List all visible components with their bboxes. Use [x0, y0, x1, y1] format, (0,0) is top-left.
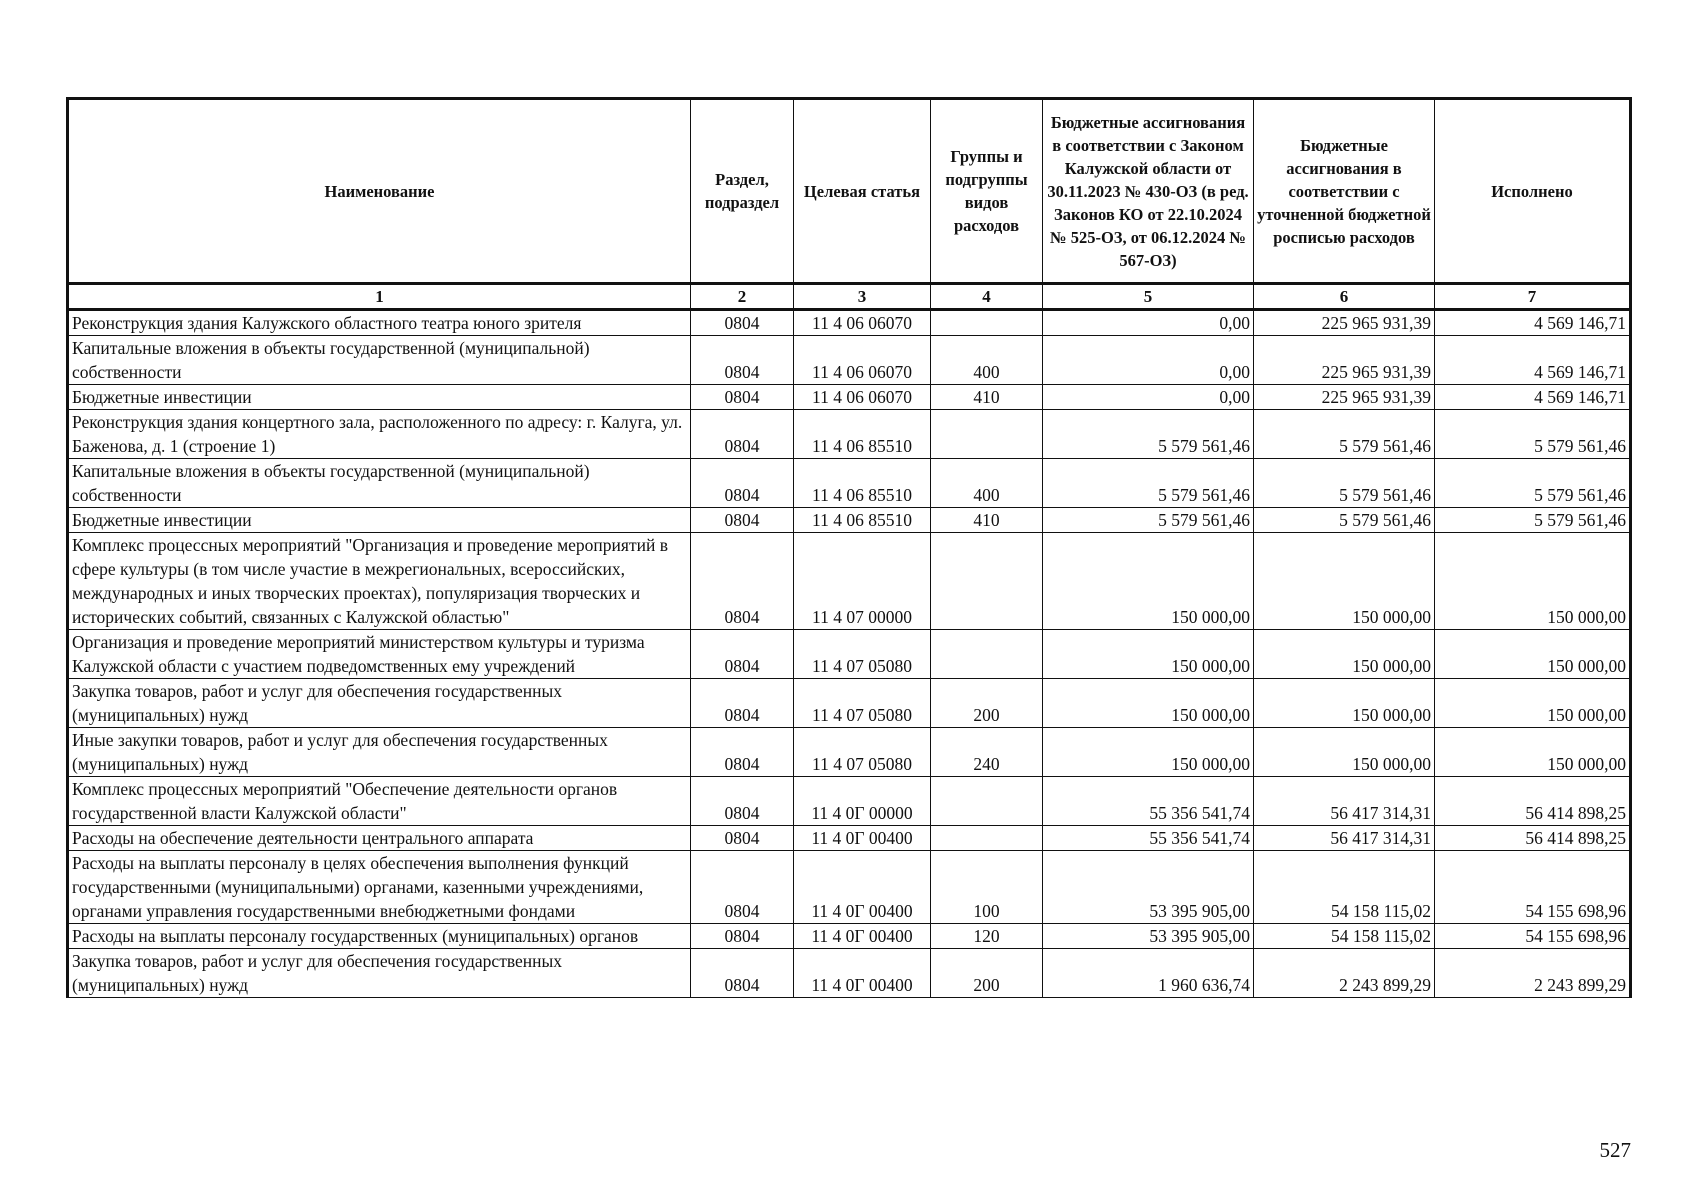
header-article: Целевая статья — [794, 99, 931, 284]
row-section: 0804 — [691, 533, 794, 630]
row-refined-allocation: 225 965 931,39 — [1254, 336, 1435, 385]
row-section: 0804 — [691, 851, 794, 924]
row-executed: 5 579 561,46 — [1435, 459, 1631, 508]
row-law-allocation: 5 579 561,46 — [1043, 410, 1254, 459]
row-name: Реконструкция здания концертного зала, расположенного по адресу: г. Калуга, ул. Баженова, д. 1 (строение 1) — [68, 410, 691, 459]
row-refined-allocation: 150 000,00 — [1254, 728, 1435, 777]
row-refined-allocation: 56 417 314,31 — [1254, 826, 1435, 851]
row-section: 0804 — [691, 336, 794, 385]
table-row — [68, 826, 1631, 851]
row-law-allocation: 5 579 561,46 — [1043, 508, 1254, 533]
row-section: 0804 — [691, 949, 794, 998]
row-law-allocation: 55 356 541,74 — [1043, 777, 1254, 826]
row-article: 11 4 06 85510 — [794, 508, 931, 533]
row-group: 410 — [931, 385, 1043, 410]
row-section: 0804 — [691, 508, 794, 533]
row-executed: 4 569 146,71 — [1435, 385, 1631, 410]
row-refined-allocation: 225 965 931,39 — [1254, 310, 1435, 336]
row-group: 400 — [931, 459, 1043, 508]
row-name: Капитальные вложения в объекты государственной (муниципальной) собственности — [68, 336, 691, 385]
header-name: Наименование — [68, 99, 691, 284]
row-name: Реконструкция здания Калужского областного театра юного зрителя — [68, 310, 691, 336]
row-group: 240 — [931, 728, 1043, 777]
row-name: Комплекс процессных мероприятий "Организация и проведение мероприятий в сфере культуры (в том числе участие в межрегиональных, всероссийских, международных и иных творческих проектах), популяризация творческих и исторических событий, связанных с Калужской областью" — [68, 533, 691, 630]
row-name: Расходы на выплаты персоналу государственных (муниципальных) органов — [68, 924, 691, 949]
table-row — [68, 508, 1631, 533]
row-name: Закупка товаров, работ и услуг для обеспечения государственных (муниципальных) нужд — [68, 949, 691, 998]
row-law-allocation: 53 395 905,00 — [1043, 851, 1254, 924]
column-number: 2 — [691, 284, 794, 310]
column-number: 5 — [1043, 284, 1254, 310]
row-refined-allocation: 2 243 899,29 — [1254, 949, 1435, 998]
row-section: 0804 — [691, 385, 794, 410]
column-number-row — [68, 284, 1631, 310]
budget-table — [66, 97, 1632, 998]
row-section: 0804 — [691, 826, 794, 851]
row-group — [931, 826, 1043, 851]
row-section: 0804 — [691, 777, 794, 826]
row-section: 0804 — [691, 630, 794, 679]
row-article: 11 4 0Г 00400 — [794, 826, 931, 851]
row-law-allocation: 1 960 636,74 — [1043, 949, 1254, 998]
row-executed: 54 155 698,96 — [1435, 924, 1631, 949]
row-group — [931, 310, 1043, 336]
row-article: 11 4 0Г 00400 — [794, 949, 931, 998]
row-section: 0804 — [691, 310, 794, 336]
row-article: 11 4 06 85510 — [794, 410, 931, 459]
header-executed: Исполнено — [1435, 99, 1631, 284]
row-refined-allocation: 54 158 115,02 — [1254, 924, 1435, 949]
row-executed: 150 000,00 — [1435, 728, 1631, 777]
row-group: 410 — [931, 508, 1043, 533]
row-refined-allocation: 150 000,00 — [1254, 630, 1435, 679]
table-row — [68, 924, 1631, 949]
table-row — [68, 310, 1631, 336]
table-row — [68, 336, 1631, 385]
row-group — [931, 533, 1043, 630]
table-row — [68, 679, 1631, 728]
table-row — [68, 459, 1631, 508]
row-group: 120 — [931, 924, 1043, 949]
table-row — [68, 728, 1631, 777]
row-section: 0804 — [691, 410, 794, 459]
table-row — [68, 385, 1631, 410]
table-row — [68, 777, 1631, 826]
row-law-allocation: 150 000,00 — [1043, 728, 1254, 777]
row-name: Бюджетные инвестиции — [68, 385, 691, 410]
table-row — [68, 630, 1631, 679]
row-law-allocation: 55 356 541,74 — [1043, 826, 1254, 851]
row-refined-allocation: 5 579 561,46 — [1254, 459, 1435, 508]
row-group — [931, 630, 1043, 679]
row-law-allocation: 150 000,00 — [1043, 630, 1254, 679]
row-law-allocation: 0,00 — [1043, 310, 1254, 336]
row-law-allocation: 5 579 561,46 — [1043, 459, 1254, 508]
row-executed: 5 579 561,46 — [1435, 410, 1631, 459]
row-refined-allocation: 5 579 561,46 — [1254, 410, 1435, 459]
row-group — [931, 410, 1043, 459]
table-row — [68, 949, 1631, 998]
column-number: 1 — [68, 284, 691, 310]
row-article: 11 4 06 06070 — [794, 336, 931, 385]
row-group: 200 — [931, 949, 1043, 998]
page-number: 527 — [1599, 1138, 1631, 1162]
header-refined-allocation: Бюджетные ассигнования в соответствии с уточненной бюджетной росписью расходов — [1254, 99, 1435, 284]
row-article: 11 4 07 00000 — [794, 533, 931, 630]
row-article: 11 4 07 05080 — [794, 679, 931, 728]
column-number: 4 — [931, 284, 1043, 310]
row-name: Расходы на выплаты персоналу в целях обеспечения выполнения функций государственными (муниципальными) органами, казенными учреждениями, органами управления государственными внебюджетными фондами — [68, 851, 691, 924]
row-section: 0804 — [691, 924, 794, 949]
row-name: Иные закупки товаров, работ и услуг для обеспечения государственных (муниципальных) нужд — [68, 728, 691, 777]
row-name: Капитальные вложения в объекты государственной (муниципальной) собственности — [68, 459, 691, 508]
row-refined-allocation: 54 158 115,02 — [1254, 851, 1435, 924]
row-article: 11 4 07 05080 — [794, 728, 931, 777]
table-header-row — [68, 99, 1631, 284]
table-row — [68, 851, 1631, 924]
row-article: 11 4 06 06070 — [794, 310, 931, 336]
header-law-allocation: Бюджетные ассигнования в соответствии с Законом Калужской области от 30.11.2023 № 430-ОЗ (в ред. Законов КО от 22.10.2024 № 525-ОЗ, от 06.12.2024 № 567-ОЗ) — [1043, 99, 1254, 284]
header-group: Группы и подгруппы видов расходов — [931, 99, 1043, 284]
row-article: 11 4 0Г 00400 — [794, 924, 931, 949]
row-name: Бюджетные инвестиции — [68, 508, 691, 533]
row-executed: 56 414 898,25 — [1435, 777, 1631, 826]
row-law-allocation: 150 000,00 — [1043, 533, 1254, 630]
row-executed: 4 569 146,71 — [1435, 310, 1631, 336]
row-group: 400 — [931, 336, 1043, 385]
row-article: 11 4 0Г 00400 — [794, 851, 931, 924]
row-executed: 2 243 899,29 — [1435, 949, 1631, 998]
row-refined-allocation: 150 000,00 — [1254, 679, 1435, 728]
row-group: 100 — [931, 851, 1043, 924]
row-article: 11 4 07 05080 — [794, 630, 931, 679]
row-refined-allocation: 150 000,00 — [1254, 533, 1435, 630]
row-section: 0804 — [691, 679, 794, 728]
column-number: 6 — [1254, 284, 1435, 310]
row-name: Закупка товаров, работ и услуг для обеспечения государственных (муниципальных) нужд — [68, 679, 691, 728]
column-number: 3 — [794, 284, 931, 310]
row-executed: 5 579 561,46 — [1435, 508, 1631, 533]
row-section: 0804 — [691, 459, 794, 508]
row-name: Комплекс процессных мероприятий "Обеспечение деятельности органов государственной власти Калужской области" — [68, 777, 691, 826]
row-section: 0804 — [691, 728, 794, 777]
column-number: 7 — [1435, 284, 1631, 310]
table-row — [68, 533, 1631, 630]
row-executed: 54 155 698,96 — [1435, 851, 1631, 924]
row-refined-allocation: 225 965 931,39 — [1254, 385, 1435, 410]
row-law-allocation: 0,00 — [1043, 336, 1254, 385]
row-executed: 150 000,00 — [1435, 533, 1631, 630]
row-article: 11 4 0Г 00000 — [794, 777, 931, 826]
row-executed: 150 000,00 — [1435, 630, 1631, 679]
row-name: Расходы на обеспечение деятельности центрального аппарата — [68, 826, 691, 851]
row-law-allocation: 150 000,00 — [1043, 679, 1254, 728]
row-article: 11 4 06 06070 — [794, 385, 931, 410]
table-row — [68, 410, 1631, 459]
row-executed: 56 414 898,25 — [1435, 826, 1631, 851]
row-group — [931, 777, 1043, 826]
row-executed: 4 569 146,71 — [1435, 336, 1631, 385]
row-group: 200 — [931, 679, 1043, 728]
row-refined-allocation: 56 417 314,31 — [1254, 777, 1435, 826]
row-law-allocation: 53 395 905,00 — [1043, 924, 1254, 949]
header-section: Раздел, подраздел — [691, 99, 794, 284]
row-refined-allocation: 5 579 561,46 — [1254, 508, 1435, 533]
row-article: 11 4 06 85510 — [794, 459, 931, 508]
row-name: Организация и проведение мероприятий министерством культуры и туризма Калужской области с участием подведомственных ему учреждений — [68, 630, 691, 679]
row-executed: 150 000,00 — [1435, 679, 1631, 728]
row-law-allocation: 0,00 — [1043, 385, 1254, 410]
